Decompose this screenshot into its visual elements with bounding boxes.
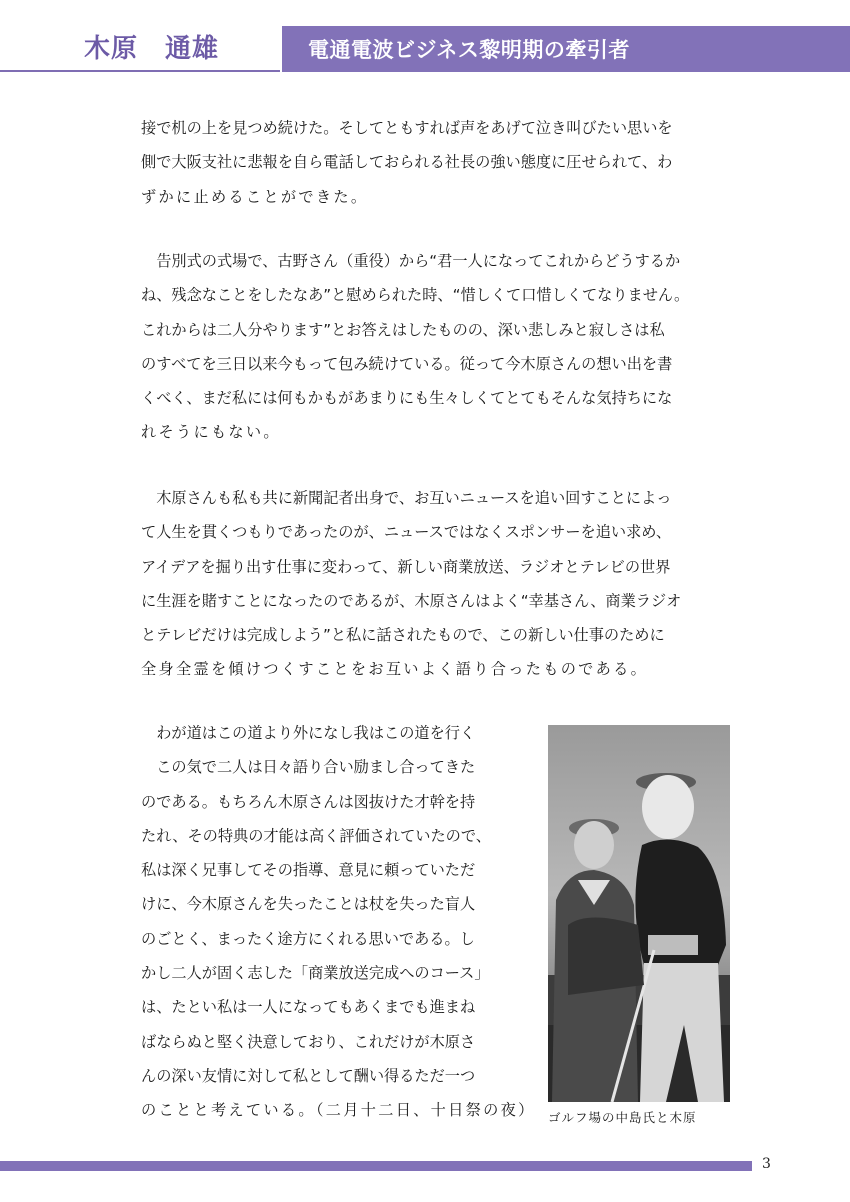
text-line: とテレビだけは完成しよう”と私に話されたもので、この新しい仕事のために — [141, 626, 665, 645]
header-rule — [0, 70, 280, 72]
text-line: のごとく、まったく途方にくれる思いである。し — [141, 929, 475, 948]
golf-photo-illustration — [548, 725, 730, 1102]
text-line: くべく、まだ私には何もかもがあまりにも生々しくてとてもそんな気持ちにな — [141, 389, 673, 408]
paragraph-2 — [141, 244, 753, 450]
text-line: これからは二人分やります”とお答えはしたものの、深い悲しみと寂しさは私 — [141, 320, 665, 339]
text-line: ね、残念なことをしたなあ”と慰められた時、“惜しくて口惜しくてなりません。 — [141, 286, 690, 305]
text-line: かし二人が固く志した「商業放送完成へのコース」 — [141, 964, 490, 983]
text-line: 木原さんも私も共に新聞記者出身で、お互いニュースを追い回すことによっ — [141, 489, 672, 507]
text-line: んの深い友情に対して私として酬い得るただ一つ — [141, 1066, 476, 1085]
paragraph-1 — [141, 111, 753, 214]
text-line: ばならぬと堅く決意しており、これだけが木原さ — [141, 1032, 476, 1051]
text-line: けに、今木原さんを失ったことは杖を失った盲人 — [141, 895, 476, 914]
page-number: 3 — [762, 1156, 771, 1172]
header-person-name: 木原 通雄 — [84, 34, 220, 64]
paragraph-3 — [141, 481, 753, 687]
text-line: 側で大阪支社に悲報を自ら電話しておられる社長の強い態度に圧せられて、わ — [141, 153, 673, 172]
text-line: ずかに止めることができた。 — [141, 187, 369, 206]
header-subtitle: 電通電波ビジネス黎明期の牽引者 — [308, 38, 630, 62]
text-line: アイデアを掘り出す仕事に変わって、新しい商業放送、ラジオとテレビの世界 — [141, 557, 671, 576]
text-line: のすべてを三日以来今もって包み続けている。従って今木原さんの想い出を書 — [141, 354, 673, 373]
photo-caption: ゴルフ場の中島氏と木原 — [548, 1110, 697, 1125]
golf-photo — [548, 725, 730, 1102]
text-line: れそうにもない。 — [141, 423, 281, 442]
paragraph-4 — [141, 716, 536, 1128]
text-line: 接で机の上を見つめ続けた。そしてともすれば声をあげて泣き叫びたい思いを — [141, 119, 673, 137]
text-line: 全身全霊を傾けつくすことをお互いよく語り合ったものである。 — [141, 660, 649, 679]
text-line: わが道はこの道より外になし我はこの道を行く — [141, 724, 476, 742]
page-header — [0, 26, 850, 72]
footer-band — [0, 1161, 752, 1171]
text-line: て人生を貫くつもりであったのが、ニュースではなくスポンサーを追い求め、 — [141, 523, 672, 542]
text-line: のである。もちろん木原さんは図抜けた才幹を持 — [141, 792, 476, 811]
text-line: 私は深く兄事してその指導、意見に頼っていただ — [141, 861, 476, 880]
text-line: のことと考えている。（二月十二日、十日祭の夜） — [141, 1101, 536, 1120]
text-line: この気で二人は日々語り合い励まし合ってきた — [141, 758, 476, 777]
header-band — [282, 26, 850, 72]
text-line: は、たとい私は一人になってもあくまでも進まね — [141, 998, 476, 1017]
text-line: に生涯を賭すことになったのであるが、木原さんはよく“幸基さん、商業ラジオ — [141, 591, 682, 610]
text-line: たれ、その特典の才能は高く評価されていたので、 — [141, 826, 491, 845]
text-line: 告別式の式場で、古野さん（重役）から“君一人になってこれからどうするか — [141, 252, 681, 270]
